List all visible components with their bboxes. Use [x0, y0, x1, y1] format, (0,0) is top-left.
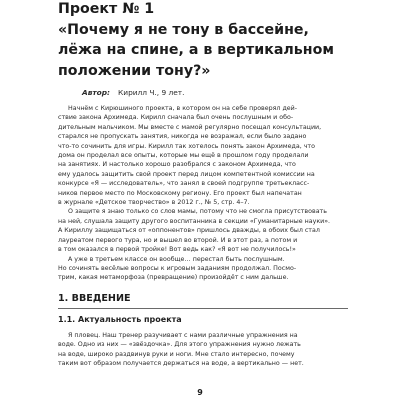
text-line: О защите я знаю только со слов мамы, потому что не смогла присутствовать: [68, 208, 327, 216]
text-line: воде. Одно из них — «звёздочка». Для этого упражнения нужно лежать: [58, 341, 301, 349]
text-line: таким вот образом получается держаться на воде, а вертикально — нет.: [58, 360, 304, 368]
author-name: Кирилл Ч., 9 лет.: [118, 88, 185, 97]
text-line: лауреатом первого тура, но и вышел во второй. И в этот раз, а потом и: [58, 236, 298, 244]
text-line: ему удалось защитить свой проект перед лицом компетентной комиссии на: [58, 170, 315, 178]
text-line: на занятиях. И настолько хорошо разобрался с законом Архимеда, что: [58, 161, 296, 169]
author-line: [82, 88, 184, 98]
text-line: в том оказался в первой тройке! Вот ведь как? «Я вот не получилось!»: [58, 246, 296, 254]
text-line: на воде, широко раздвинув руки и ноги. Мне стало интересно, почему: [58, 350, 295, 358]
project-title-line: лёжа на спине, а в вертикальном: [58, 42, 334, 59]
intro-text: [58, 104, 348, 283]
project-title-line: «Почему я не тону в бассейне,: [58, 21, 309, 38]
text-line: ствие закона Архимеда. Кирилл сначала был очень послушным и обо-: [58, 114, 294, 122]
text-line: А уже в третьем классе он вообще… перестал быть послушным.: [68, 255, 285, 263]
text-line: на ней, слушала защиту другого воспитанника в секции «Гуманитарные науки».: [58, 217, 331, 225]
author-label: Автор:: [82, 88, 111, 97]
section-divider: [58, 308, 348, 309]
subsection-heading: 1.1. Актуальность проекта: [58, 315, 182, 324]
project-title-line: положении тону?»: [58, 62, 211, 79]
project-title-line: Проект № 1: [58, 1, 155, 17]
section-heading: 1. ВВЕДЕНИЕ: [58, 293, 131, 304]
section-text: [58, 331, 348, 369]
text-line: старался не пропускать занятия, никогда не возражал, если было задано: [58, 133, 307, 141]
text-line: дома он проделал все опыты, которые мы ещё в прошлом году проделали: [58, 152, 309, 160]
text-line: в журнале «Детское творчество» в 2012 г., № 5, стр. 4–7.: [58, 199, 250, 207]
text-line: Но сочинять весёлые вопросы к игровым заданиям продолжал. Посмо-: [58, 264, 297, 272]
project-title: [58, 0, 358, 81]
paragraph: [58, 104, 348, 207]
text-line: трим, какая метаморфоза (превращение) произойдёт с ним дальше.: [58, 274, 289, 282]
paragraph: [58, 255, 348, 283]
text-line: конкурсе «Я — исследователь», что занял в своей подгруппе третьекласс-: [58, 180, 310, 188]
text-line: А Кириллу защищаться от «оппонентов» пришлось дважды, в обоих был стал: [58, 227, 320, 235]
page-number: 9: [197, 388, 203, 397]
text-line: ников первое место по Московскому региону. Его проект был напечатан: [58, 189, 302, 197]
text-line: Я пловец. Наш тренер разучивает с нами различные упражнения на: [68, 332, 298, 339]
paragraph: [58, 207, 348, 254]
text-line: дительным мальчиком. Мы вместе с мамой регулярно посещал консультации,: [58, 123, 322, 131]
text-line: что-то сочинить для игры. Кирилл так хотелось понять закон Архимеда, что: [58, 142, 315, 150]
text-line: Начнём с Кирюшиного проекта, в котором он на себе проверял дей-: [68, 105, 298, 112]
